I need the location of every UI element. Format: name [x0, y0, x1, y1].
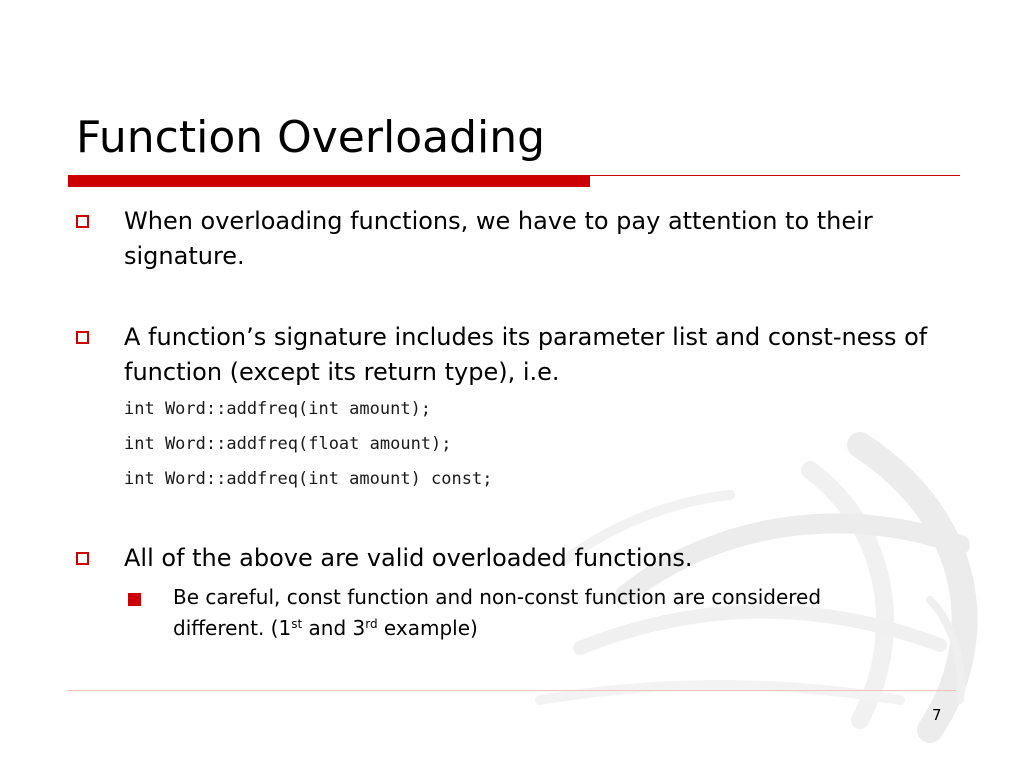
ordinal-superscript: st	[291, 617, 303, 631]
page-number: 7	[932, 706, 942, 724]
code-line: int Word::addfreq(float amount);	[124, 434, 452, 454]
bullet-text: When overloading functions, we have to pay attention to their signature.	[124, 207, 873, 270]
title-underline-thin	[590, 175, 960, 176]
sub-bullet-text-part: example)	[377, 616, 478, 640]
slide-title: Function Overloading	[76, 112, 546, 163]
filled-square-bullet-icon	[128, 593, 141, 606]
sub-bullet-text-part: and 3	[302, 616, 366, 640]
code-line: int Word::addfreq(int amount) const;	[124, 469, 493, 489]
sub-bullet-text	[173, 582, 893, 644]
hollow-square-bullet-icon	[76, 552, 89, 565]
bullet-text: A function’s signature includes its parameter list and const-ness of function (except its return type), i.e.	[124, 323, 928, 386]
footer-divider	[68, 690, 956, 691]
ordinal-superscript: rd	[365, 617, 378, 631]
code-line: int Word::addfreq(int amount);	[124, 399, 432, 419]
title-underline-thick	[68, 175, 590, 187]
sub-bullet-text-part: Be careful, const function and non-const function are considered different. (1	[173, 585, 822, 640]
bullet-text: All of the above are valid overloaded functions.	[124, 544, 693, 572]
hollow-square-bullet-icon	[76, 215, 89, 228]
hollow-square-bullet-icon	[76, 331, 89, 344]
